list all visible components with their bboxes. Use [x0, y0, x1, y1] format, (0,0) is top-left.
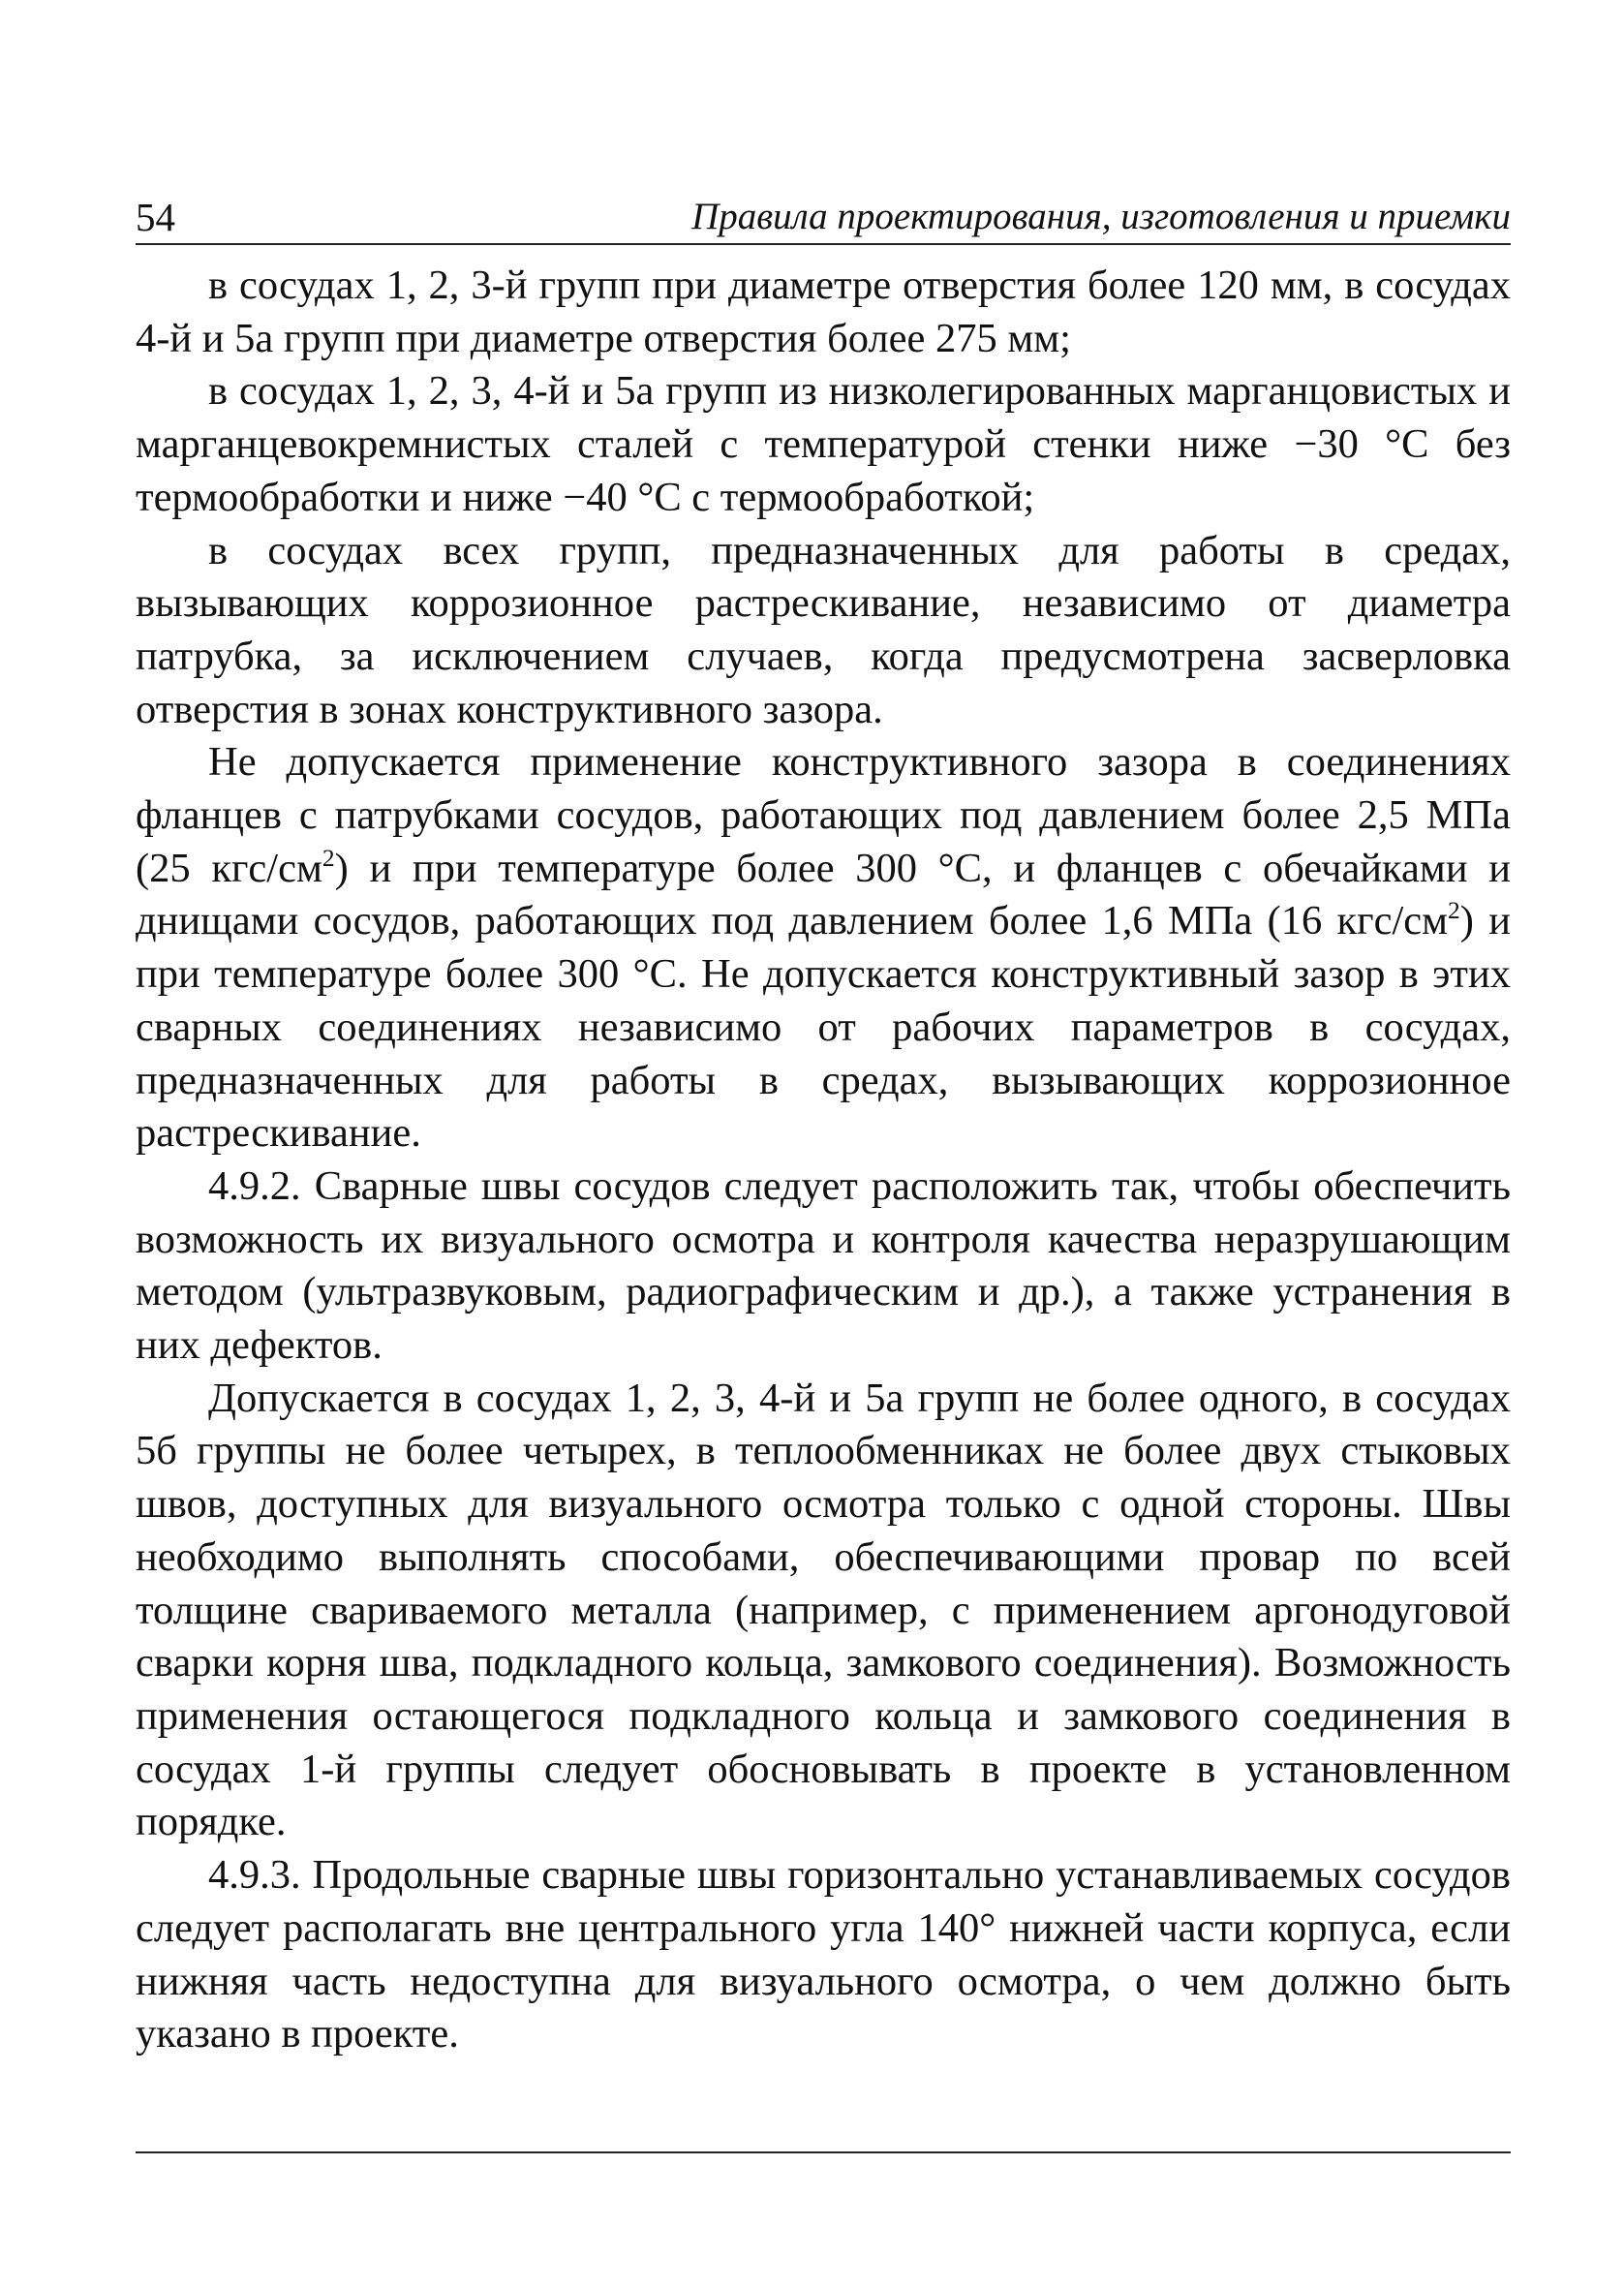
- paragraph-text: ) и при температуре более 300 °С, и фланцев с обечайками и днищами сосудов, работающих под давлением более 1,6 МПа (16 кгс/см: [136, 845, 1511, 944]
- running-title: Правила проектирования, изготовления и приемки: [691, 196, 1511, 237]
- paragraph-text: Не допускается применение конструктивного зазора в соединениях фланцев с патрубками сосудов, работающих под давлением более 2,5 МПа (25 кгс/см: [136, 739, 1511, 891]
- paragraph: в сосудах 1, 2, 3, 4-й и 5а групп из низколегированных марганцовистых и марганцевокремнистых сталей с температурой стенки ниже −30 °С без термообработки и ниже −40 °С с термообработкой;: [136, 368, 1511, 520]
- superscript: 2: [1448, 896, 1460, 925]
- page-header: [136, 190, 1511, 244]
- paragraph: Допускается в сосудах 1, 2, 3, 4-й и 5а групп не более одного, в сосудах 5б группы не более четырех, в теплообменниках не более двух стыковых швов, доступных для визуального осмотра только с одной стороны. Швы необходимо выполнять способами, обеспечивающими провар по всей толщине свариваемого металла (например, с применением аргонодуговой сварки корня шва, подкладного кольца, замкового соединения). Возможность применения остающегося подкладного кольца и замкового соединения в сосудах 1-й группы следует обосновывать в проекте в установленном порядке.: [136, 1375, 1511, 1845]
- paragraph: [136, 736, 1511, 1160]
- paragraph: в сосудах 1, 2, 3-й групп при диаметре отверстия более 120 мм, в сосудах 4-й и 5а групп при диаметре отверстия более 275 мм;: [136, 263, 1511, 361]
- paragraph: 4.9.2. Сварные швы сосудов следует расположить так, чтобы обеспечить возможность их визуального осмотра и контроля качества неразрушающим методом (ультразвуковым, радиографическим и др.), а также устранения в них дефектов.: [136, 1162, 1511, 1369]
- footer-rule: [136, 2151, 1511, 2153]
- header-rule: [136, 243, 1511, 245]
- page-number: 54: [136, 195, 175, 239]
- superscript: 2: [322, 843, 335, 872]
- text-body: [136, 260, 1511, 2061]
- paragraph: в сосудах всех групп, предназначенных для работы в средах, вызывающих коррозионное растрескивание, независимо от диаметра патрубка, за исключением случаев, когда предусмотрена засверловка отверстия в зонах конструктивного зазора.: [136, 527, 1511, 732]
- paragraph-text: ) и при температуре более 300 °С. Не допускается конструктивный зазор в этих сварных соединениях независимо от рабочих параметров в сосудах, предназначенных для работы в средах, вызывающих коррозионное растрескивание.: [136, 898, 1511, 1157]
- paragraph: 4.9.3. Продольные сварные швы горизонтально устанавливаемых сосудов следует располагать вне центрального угла 140° нижней части корпуса, если нижняя часть недоступна для визуального осмотра, о чем должно быть указано в проекте.: [136, 1852, 1511, 2057]
